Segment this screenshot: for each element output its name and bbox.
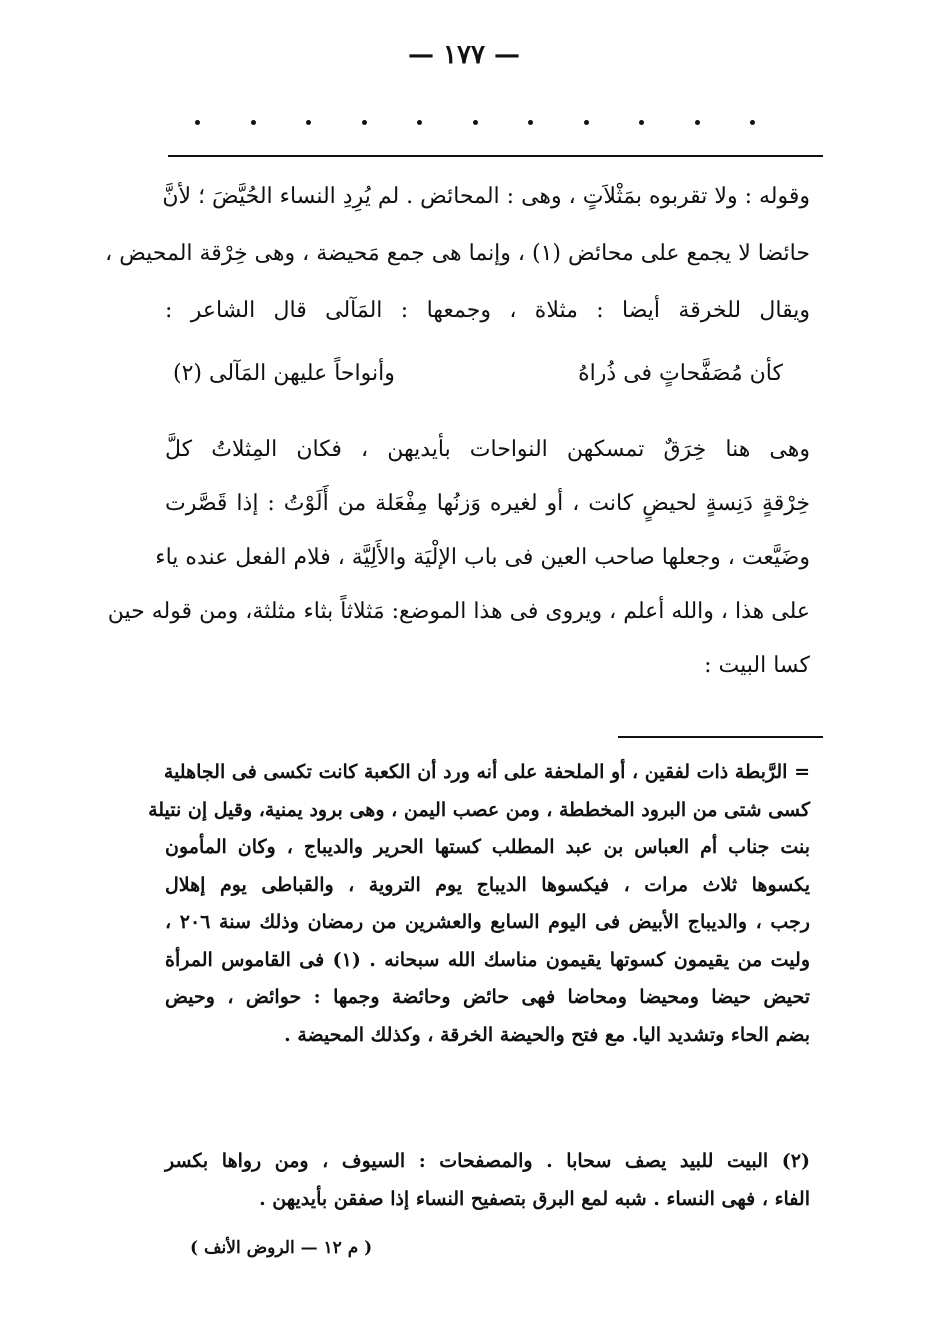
main-text-block-1 xyxy=(105,168,810,339)
text-line: وقوله : ولا تقربوه بمَثْلاَتٍ ، وهى : المحائض . لم يُرِدِ النساء الحُيَّضَ ؛ لأنَّ xyxy=(162,184,810,209)
footnote-line: تحيض حيضا ومحيضا ومحاضا فهى حائض وحائضة وجمها : حوائض ، وحيض xyxy=(165,986,810,1008)
ornament-dot xyxy=(750,120,755,125)
footnote-line: بضم الحاء وتشديد اليا. مع فتح والحيضة الخرقة ، وكذلك المحيضة . xyxy=(284,1023,810,1046)
ornament-dot xyxy=(417,120,422,125)
footnote-line: (٢) البيت للبيد يصف سحابا . والمصفحات : السيوف ، ومن رواها بكسر xyxy=(165,1150,810,1172)
dot-ornament-row xyxy=(195,120,755,125)
ornament-dot xyxy=(695,120,700,125)
ornament-dot xyxy=(195,120,200,125)
footnotes-block xyxy=(148,754,810,1054)
verse-first-half: كأن مُصَفَّحاتٍ فى ذُراهُ xyxy=(578,361,783,386)
text-line: ويقال للخرقة أيضا : مثلاة ، وجمعها : المَآلى قال الشاعر : xyxy=(165,298,810,323)
footnote-line: بنت جناب أم العباس بن عبد المطلب كستها الحرير والديباج ، وكان المأمون xyxy=(165,836,810,858)
poem-verse xyxy=(173,348,783,400)
main-text-block-2 xyxy=(107,423,810,693)
page-number: — ١٧٧ — xyxy=(407,40,521,70)
ornament-dot xyxy=(528,120,533,125)
footnote-separator xyxy=(618,736,823,738)
ornament-dot xyxy=(473,120,478,125)
footnote-line: رجب ، والديباج الأبيض فى اليوم السابع والعشرين من رمضان وذلك سنة ٢٠٦ ، xyxy=(165,911,810,933)
text-line: خِرْقةٍ دَنِسةٍ لحيضٍ كانت ، أو لغيره وَزنُها مِفْعَلة من أَلَوْتُ : إذا قَصَّرت xyxy=(165,491,810,516)
ornament-dot xyxy=(362,120,367,125)
text-line: وهى هنا خِرَقٌ تمسكهن النواحات بأيديهن ، فكان المِثلاتُ كلَّ xyxy=(165,437,810,462)
footnote-line: كسى شتى من البرود المخططة ، ومن عصب اليمن ، وهى برود يمنية، وقيل إن نتيلة xyxy=(148,798,810,821)
printer-signature: ( م ١٢ — الروض الأنف ) xyxy=(190,1238,373,1258)
verse-second-half: وأنواحاً عليهن المَآلى (٢) xyxy=(173,361,395,386)
footnote-line: الفاء ، فهى النساء . شبه لمع البرق بتصفيح النساء إذا صفقن بأيديهن . xyxy=(259,1188,810,1210)
text-line: حائضا لا يجمع على محائض (١) ، وإنما هى جمع مَحيضة ، وهى خِرْقة المحيض ، xyxy=(105,241,810,266)
text-line: كسا البيت : xyxy=(704,653,810,678)
footnote-2-block xyxy=(165,1142,810,1218)
footnote-line: وليت من يقيمون كسوتها يقيمون مناسك الله سبحانه . (١) فى القاموس المرأة xyxy=(165,948,810,971)
footnote-line: يكسوها ثلاث مرات ، فيكسوها الديباج يوم التروية ، والقباطى يوم إهلال xyxy=(165,873,810,896)
ornament-dot xyxy=(251,120,256,125)
top-rule xyxy=(168,155,823,157)
text-line: على هذا ، والله أعلم ، ويروى فى هذا الموضع: مَثلاثاً بثاء مثلثة، ومن قوله حين xyxy=(107,599,810,624)
ornament-dot xyxy=(306,120,311,125)
footnote-line: = الرَّبطة ذات لفقين ، أو الملحفة على أنه ورد أن الكعبة كانت تكسى فى الجاهلية xyxy=(163,761,810,783)
ornament-dot xyxy=(639,120,644,125)
ornament-dot xyxy=(584,120,589,125)
text-line: وضَيَّعت ، وجعلها صاحب العين فى باب الإلْيَة والأَلِيَّة ، فلام الفعل عنده ياء xyxy=(155,545,810,570)
